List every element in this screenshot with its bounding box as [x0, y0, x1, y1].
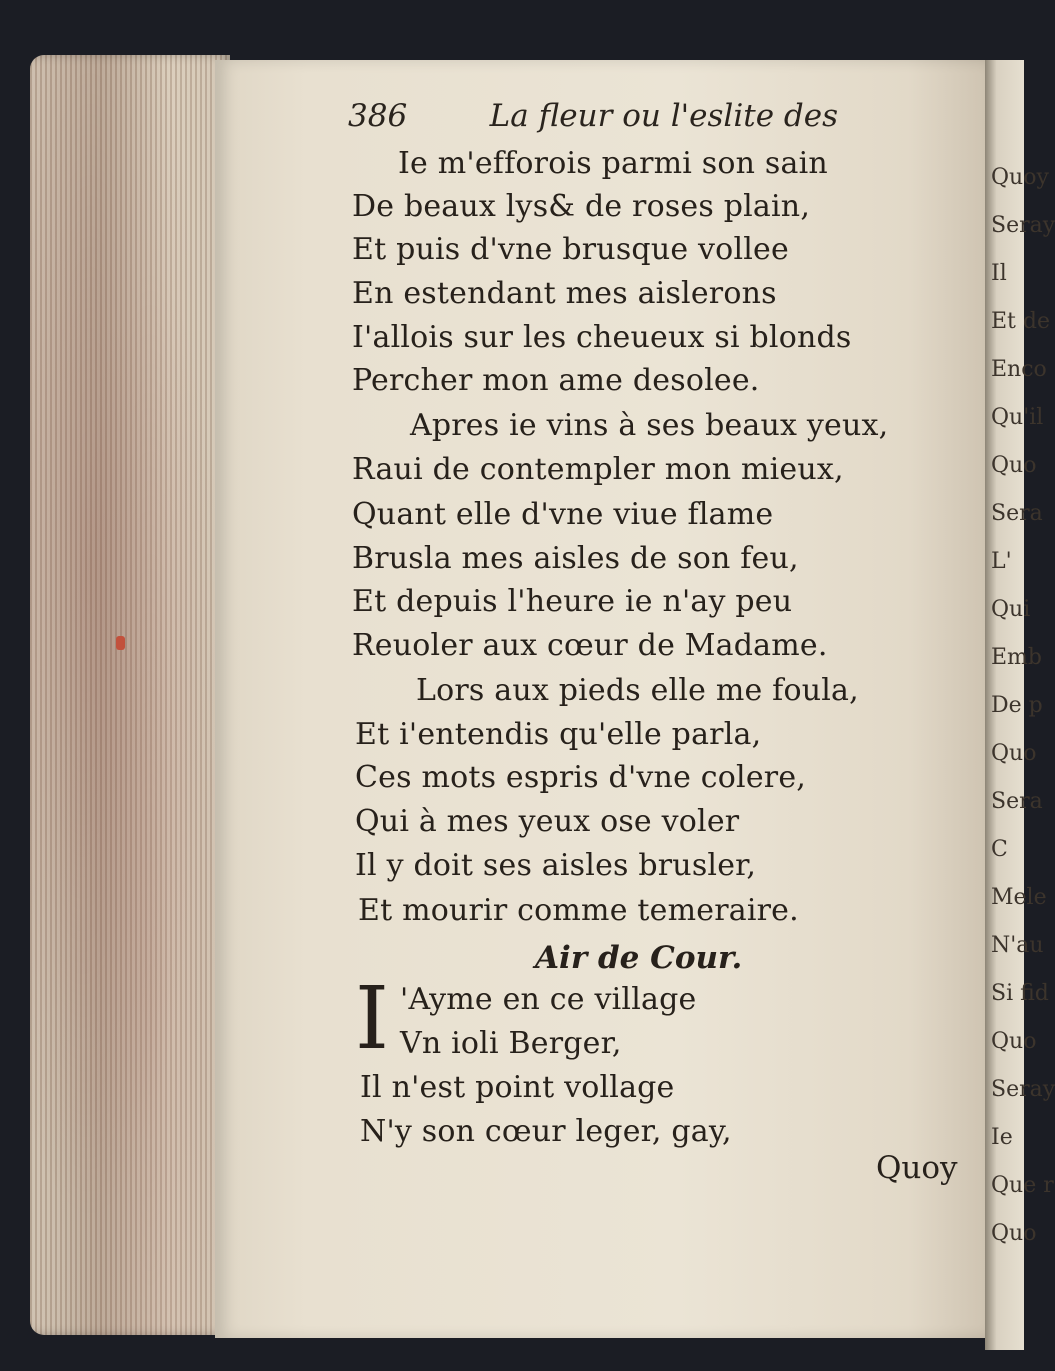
page-number: 386: [348, 98, 408, 134]
verse-line: Et puis d'vne brusque vollee: [352, 232, 789, 267]
catchword: Quoy: [876, 1150, 958, 1186]
red-edge-mark: [116, 636, 125, 650]
facing-page-fragment: Seray: [991, 213, 1055, 238]
running-head: [348, 98, 838, 142]
verse-line: Raui de contempler mon mieux,: [352, 452, 844, 487]
verse-line: Et depuis l'heure ie n'ay peu: [352, 584, 793, 619]
air-line: Vn ioli Berger,: [400, 1026, 622, 1061]
facing-page-fragment: Qui: [991, 597, 1031, 622]
air-line: 'Ayme en ce village: [400, 982, 697, 1017]
facing-page-fragment: De p: [991, 693, 1043, 718]
facing-page-fragment: Sera: [991, 789, 1043, 814]
facing-page-fragment: Seray: [991, 1077, 1055, 1102]
facing-page-fragment: Quo: [991, 1221, 1037, 1246]
verse-line: Lors aux pieds elle me foula,: [416, 673, 859, 708]
verse-line: Apres ie vins à ses beaux yeux,: [410, 408, 889, 443]
book-page-edges: [30, 55, 230, 1335]
facing-page-fragment: Que r: [991, 1173, 1054, 1198]
verse-line: Percher mon ame desolee.: [352, 363, 760, 398]
facing-page-fragment: Et de: [991, 309, 1050, 334]
air-title: Air de Cour.: [535, 940, 743, 976]
facing-page-fragment: Quo: [991, 1029, 1037, 1054]
facing-page-strip: [985, 60, 1055, 1350]
facing-page-fragment: Ie: [991, 1125, 1013, 1150]
verse-line: Ie m'efforois parmi son sain: [398, 146, 828, 181]
facing-page-fragment: Si fid: [991, 981, 1049, 1006]
facing-page-fragment: Quoy: [991, 165, 1049, 190]
verse-line: Et i'entendis qu'elle parla,: [355, 717, 762, 752]
facing-page-fragment: L': [991, 549, 1012, 574]
facing-page-fragment: Sera: [991, 501, 1043, 526]
verse-line: Quant elle d'vne viue flame: [352, 497, 774, 532]
facing-page-fragment: Qu'il: [991, 405, 1044, 430]
facing-page-fragment: C: [991, 837, 1008, 862]
verse-line: De beaux lys& de roses plain,: [352, 189, 811, 224]
verse-line: Reuoler aux cœur de Madame.: [352, 628, 828, 663]
air-line: N'y son cœur leger, gay,: [360, 1114, 732, 1149]
facing-page-fragment: Quo: [991, 453, 1037, 478]
air-line: Il n'est point vollage: [360, 1070, 675, 1105]
running-title: La fleur ou l'eslite des: [489, 98, 838, 134]
verse-line: Et mourir comme temeraire.: [358, 893, 799, 928]
facing-page-fragment: Quo: [991, 741, 1037, 766]
verse-line: I'allois sur les cheueux si blonds: [352, 320, 852, 355]
facing-page-fragment: Il: [991, 261, 1007, 286]
verse-line: Ces mots espris d'vne colere,: [355, 760, 807, 795]
facing-page-fragment: Emb: [991, 645, 1043, 670]
verse-line: Brusla mes aisles de son feu,: [352, 541, 799, 576]
facing-page-fragment: Mele: [991, 885, 1047, 910]
verse-line: Qui à mes yeux ose voler: [355, 804, 740, 839]
facing-page-fragment: Enco: [991, 357, 1047, 382]
verse-line: Il y doit ses aisles brusler,: [355, 848, 757, 883]
drop-cap: I: [355, 969, 389, 1069]
facing-page-fragment: N'au: [991, 933, 1044, 958]
verse-line: En estendant mes aislerons: [352, 276, 777, 311]
